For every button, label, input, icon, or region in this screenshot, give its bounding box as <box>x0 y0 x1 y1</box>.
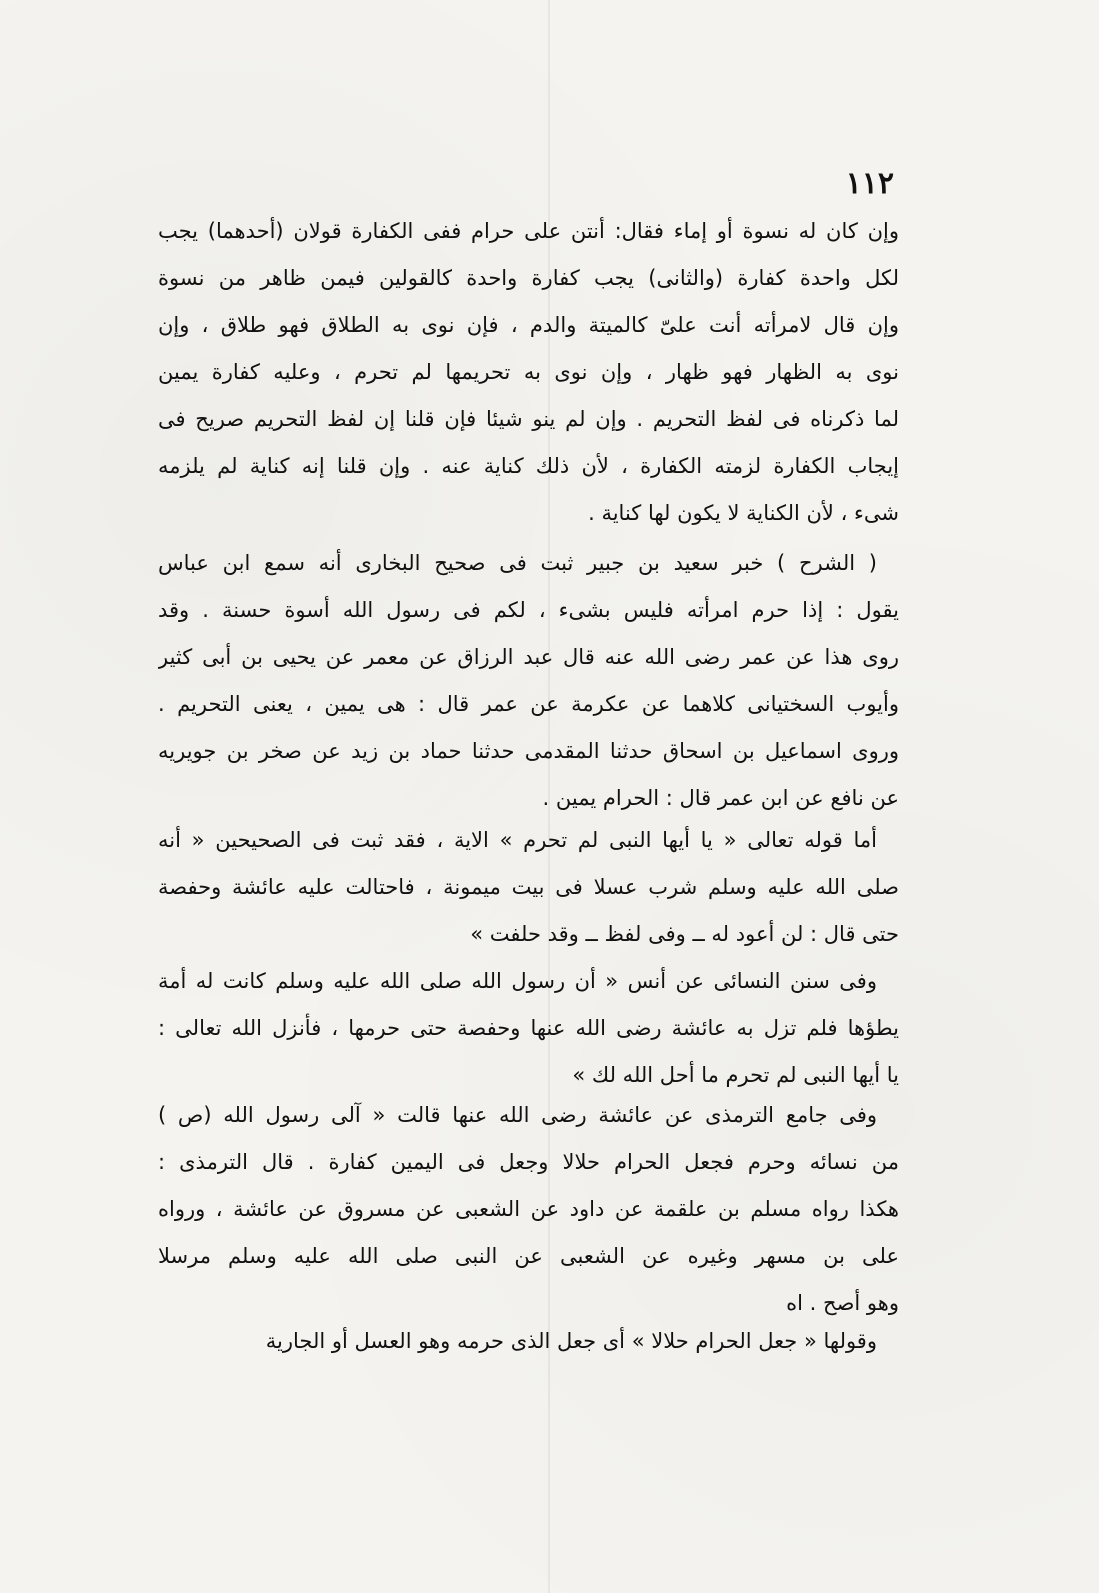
text-line: وقولها « جعل الحرام حلالا » أى جعل الذى حرمه وهو العسل أو الجارية <box>265 1329 877 1353</box>
text-line: من نسائه وحرم فجعل الحرام حلالا وجعل فى اليمين كفارة . قال الترمذى : <box>158 1150 899 1174</box>
paragraph <box>158 1318 899 1365</box>
text-line: وهو أصح . اه <box>786 1291 899 1315</box>
text-line: لكل واحدة كفارة (والثانى) يجب كفارة واحدة كالقولين فيمن ظاهر من نسوة <box>158 266 899 290</box>
paragraph <box>158 817 899 958</box>
text-line: على بن مسهر وغيره عن الشعبى عن النبى صلى الله عليه وسلم مرسلا <box>158 1244 899 1268</box>
text-line: يا أيها النبى لم تحرم ما أحل الله لك » <box>572 1063 899 1087</box>
text-line: وإن كان له نسوة أو إماء فقال: أنتن على حرام ففى الكفارة قولان (أحدهما) يجب <box>158 219 899 243</box>
paragraph <box>158 208 899 537</box>
text-line: هكذا رواه مسلم بن علقمة عن داود عن الشعبى عن مسروق عن عائشة ، ورواه <box>158 1197 899 1221</box>
text-line: وروى اسماعيل بن اسحاق حدثنا المقدمى حدثنا حماد بن زيد عن صخر بن جويريه <box>158 739 899 763</box>
text-line: يقول : إذا حرم امرأته فليس بشىء ، لكم فى رسول الله أسوة حسنة . وقد <box>158 598 899 622</box>
paragraph <box>158 958 899 1099</box>
text-line: شىء ، لأن الكناية لا يكون لها كناية . <box>588 501 899 525</box>
text-line: عن نافع عن ابن عمر قال : الحرام يمين . <box>542 786 899 810</box>
paragraph <box>158 540 899 822</box>
text-line: وفى جامع الترمذى عن عائشة رضى الله عنها قالت « آلى رسول الله (ص ) <box>158 1103 877 1127</box>
text-line: يطؤها فلم تزل به عائشة رضى الله عنها وحفصة حتى حرمها ، فأنزل الله تعالى : <box>158 1016 899 1040</box>
text-line: إيجاب الكفارة لزمته الكفارة ، لأن ذلك كناية عنه . وإن قلنا إنه كناية لم يلزمه <box>158 454 899 478</box>
text-line: وأيوب السختيانى كلاهما عن عكرمة عن عمر قال : هى يمين ، يعنى التحريم . <box>158 692 899 716</box>
text-line: وفى سنن النسائى عن أنس « أن رسول الله صلى الله عليه وسلم كانت له أمة <box>158 969 877 993</box>
text-line: أما قوله تعالى « يا أيها النبى لم تحرم » الاية ، فقد ثبت فى الصحيحين « أنه <box>158 828 877 852</box>
text-line: وإن قال لامرأته أنت علىّ كالميتة والدم ، فإن نوى به الطلاق فهو طلاق ، وإن <box>158 313 899 337</box>
text-line: روى هذا عن عمر رضى الله عنه قال عبد الرزاق عن معمر عن يحيى بن أبى كثير <box>158 645 899 669</box>
text-line: لما ذكرناه فى لفظ التحريم . وإن لم ينو شيئا فإن قلنا إن لفظ التحريم صريح فى <box>158 407 899 431</box>
text-line: نوى به الظهار فهو ظهار ، وإن نوى به تحريمها لم تحرم ، وعليه كفارة يمين <box>158 360 899 384</box>
paragraph <box>158 1092 899 1327</box>
text-line: حتى قال : لن أعود له ــ وفى لفظ ــ وقد حلفت » <box>470 922 899 946</box>
text-line: ( الشرح ) خبر سعيد بن جبير ثبت فى صحيح البخارى أنه سمع ابن عباس <box>158 551 877 575</box>
page-number: ١١٢ <box>845 166 894 201</box>
text-line: صلى الله عليه وسلم شرب عسلا فى بيت ميمونة ، فاحتالت عليه عائشة وحفصة <box>158 875 899 899</box>
